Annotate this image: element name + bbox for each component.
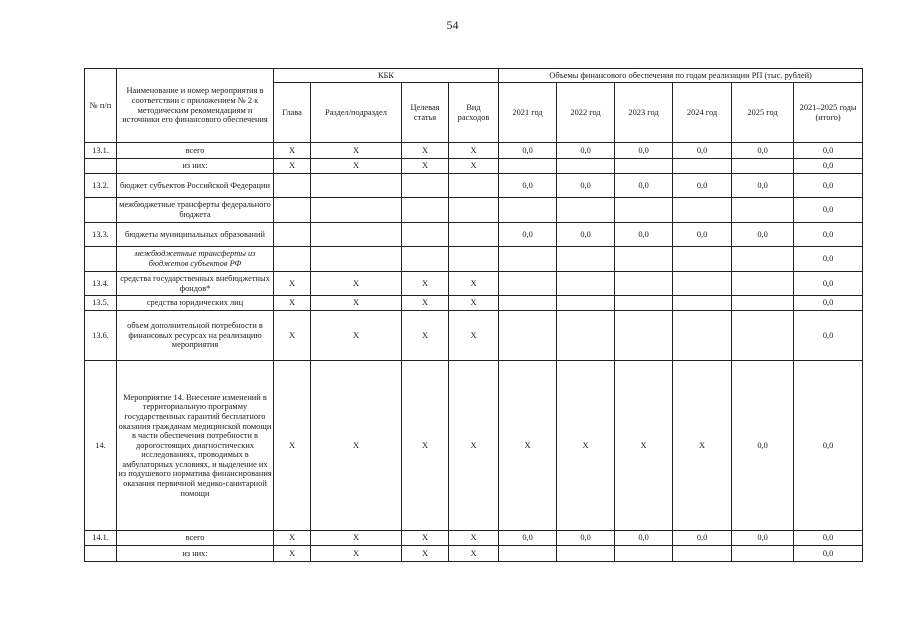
row-value-cell: 0,0 xyxy=(499,143,557,159)
row-value-cell: X xyxy=(449,296,499,311)
row-value-cell: 0,0 xyxy=(732,223,794,247)
row-value-cell: 0,0 xyxy=(794,296,863,311)
row-number xyxy=(85,159,117,174)
row-value-cell: X xyxy=(402,272,449,296)
row-value-cell xyxy=(402,247,449,272)
row-value-cell: 0,0 xyxy=(794,198,863,223)
table-row xyxy=(85,198,863,223)
row-value-cell xyxy=(615,247,673,272)
row-name: объем дополнительной потребности в финансовых ресурсах на реализацию мероприятия xyxy=(117,311,274,361)
row-value-cell xyxy=(449,174,499,198)
table-row xyxy=(85,311,863,361)
header-2025: 2025 год xyxy=(732,83,794,143)
page-number: 54 xyxy=(446,18,459,32)
row-value-cell: X xyxy=(402,143,449,159)
row-value-cell: X xyxy=(311,159,402,174)
row-value-cell: 0,0 xyxy=(794,531,863,546)
row-value-cell: 0,0 xyxy=(499,531,557,546)
row-value-cell xyxy=(311,198,402,223)
row-value-cell: 0,0 xyxy=(794,272,863,296)
row-value-cell: X xyxy=(557,361,615,531)
row-value-cell: 0,0 xyxy=(557,223,615,247)
table-row xyxy=(85,272,863,296)
row-value-cell: X xyxy=(449,311,499,361)
row-value-cell xyxy=(557,546,615,562)
row-value-cell: 0,0 xyxy=(732,531,794,546)
row-value-cell xyxy=(499,247,557,272)
row-value-cell xyxy=(615,546,673,562)
row-value-cell: X xyxy=(449,531,499,546)
row-value-cell xyxy=(557,272,615,296)
row-number: 13.4. xyxy=(85,272,117,296)
row-number: 14.1. xyxy=(85,531,117,546)
row-value-cell: 0,0 xyxy=(794,143,863,159)
row-value-cell: X xyxy=(274,272,311,296)
row-number xyxy=(85,247,117,272)
row-value-cell: 0,0 xyxy=(499,223,557,247)
row-value-cell: X xyxy=(615,361,673,531)
row-value-cell: 0,0 xyxy=(673,143,732,159)
row-number: 13.5. xyxy=(85,296,117,311)
row-value-cell: 0,0 xyxy=(673,223,732,247)
row-value-cell: X xyxy=(449,159,499,174)
header-total: 2021–2025 годы (итого) xyxy=(794,83,863,143)
header-num: № п/п xyxy=(85,69,117,143)
row-value-cell: X xyxy=(449,143,499,159)
header-razdel: Раздел/подраздел xyxy=(311,83,402,143)
row-value-cell: X xyxy=(402,531,449,546)
row-value-cell: X xyxy=(274,531,311,546)
row-value-cell: 0,0 xyxy=(794,223,863,247)
row-value-cell xyxy=(673,159,732,174)
row-value-cell: X xyxy=(311,272,402,296)
row-value-cell xyxy=(732,159,794,174)
row-value-cell: X xyxy=(274,159,311,174)
row-value-cell: 0,0 xyxy=(615,531,673,546)
table-row xyxy=(85,296,863,311)
row-value-cell xyxy=(615,311,673,361)
row-name: межбюджетные трансферты из бюджетов субъектов РФ xyxy=(117,247,274,272)
row-value-cell: X xyxy=(402,159,449,174)
row-value-cell: 0,0 xyxy=(673,531,732,546)
row-value-cell xyxy=(449,223,499,247)
header-kbk: КБК xyxy=(274,69,499,83)
row-value-cell xyxy=(673,296,732,311)
row-name: всего xyxy=(117,531,274,546)
row-value-cell xyxy=(499,546,557,562)
row-value-cell xyxy=(557,247,615,272)
row-value-cell xyxy=(499,296,557,311)
row-value-cell xyxy=(615,272,673,296)
header-2022: 2022 год xyxy=(557,83,615,143)
row-value-cell xyxy=(615,159,673,174)
row-value-cell xyxy=(311,247,402,272)
row-value-cell xyxy=(732,247,794,272)
row-value-cell: X xyxy=(311,143,402,159)
row-value-cell: X xyxy=(311,311,402,361)
row-value-cell: 0,0 xyxy=(794,159,863,174)
row-value-cell: 0,0 xyxy=(732,361,794,531)
row-value-cell: 0,0 xyxy=(615,174,673,198)
row-value-cell xyxy=(402,174,449,198)
row-value-cell: 0,0 xyxy=(732,143,794,159)
row-value-cell xyxy=(673,272,732,296)
row-value-cell xyxy=(732,546,794,562)
row-value-cell: X xyxy=(402,311,449,361)
row-value-cell xyxy=(557,296,615,311)
row-value-cell: X xyxy=(274,546,311,562)
row-value-cell xyxy=(402,198,449,223)
row-number: 13.3. xyxy=(85,223,117,247)
row-value-cell: 0,0 xyxy=(794,361,863,531)
table-row xyxy=(85,223,863,247)
row-value-cell xyxy=(499,272,557,296)
row-value-cell: 0,0 xyxy=(794,174,863,198)
row-value-cell: X xyxy=(449,361,499,531)
row-value-cell: 0,0 xyxy=(615,223,673,247)
row-value-cell: X xyxy=(449,546,499,562)
row-number xyxy=(85,198,117,223)
table-row xyxy=(85,361,863,531)
row-value-cell: X xyxy=(402,361,449,531)
row-value-cell: X xyxy=(673,361,732,531)
row-value-cell xyxy=(274,247,311,272)
row-value-cell: X xyxy=(449,272,499,296)
row-value-cell xyxy=(673,198,732,223)
row-value-cell: 0,0 xyxy=(499,174,557,198)
row-value-cell: X xyxy=(402,546,449,562)
row-value-cell xyxy=(615,198,673,223)
header-vid: Вид расходов xyxy=(449,83,499,143)
row-value-cell: 0,0 xyxy=(557,531,615,546)
row-number: 13.6. xyxy=(85,311,117,361)
row-value-cell: X xyxy=(499,361,557,531)
table-body xyxy=(85,143,863,562)
header-name: Наименование и номер мероприятия в соответствии с приложением № 2 к методическим рекомендациям и источники его финансового обеспечения xyxy=(117,69,274,143)
row-value-cell xyxy=(673,311,732,361)
row-value-cell xyxy=(311,223,402,247)
row-name: межбюджетные трансферты федерального бюджета xyxy=(117,198,274,223)
row-value-cell xyxy=(274,198,311,223)
row-value-cell xyxy=(732,272,794,296)
row-value-cell xyxy=(732,311,794,361)
header-glava: Глава xyxy=(274,83,311,143)
row-value-cell: 0,0 xyxy=(615,143,673,159)
row-name: из них: xyxy=(117,159,274,174)
row-value-cell: 0,0 xyxy=(794,311,863,361)
row-value-cell: 0,0 xyxy=(794,247,863,272)
row-value-cell: X xyxy=(311,296,402,311)
row-value-cell xyxy=(274,174,311,198)
row-name: средства государственных внебюджетных фондов* xyxy=(117,272,274,296)
header-row-top xyxy=(85,69,863,83)
row-value-cell: 0,0 xyxy=(673,174,732,198)
row-value-cell: 0,0 xyxy=(557,174,615,198)
row-value-cell: X xyxy=(274,361,311,531)
header-2021: 2021 год xyxy=(499,83,557,143)
row-value-cell: X xyxy=(402,296,449,311)
row-value-cell: 0,0 xyxy=(557,143,615,159)
header-2024: 2024 год xyxy=(673,83,732,143)
financing-table xyxy=(84,68,863,562)
row-value-cell xyxy=(274,223,311,247)
table-row xyxy=(85,174,863,198)
row-value-cell xyxy=(732,296,794,311)
row-value-cell xyxy=(449,198,499,223)
row-value-cell: X xyxy=(274,143,311,159)
row-value-cell xyxy=(673,546,732,562)
row-name: Мероприятие 14. Внесение изменений в территориальную программу государственных гарантий бесплатного оказания гражданам медицинской помощи в части обеспечения потребности в дорогостоящих диагностических исследованиях, проводимых в амбулаторных условиях, и выделение их из подушевого норматива финансирования оказания первичной медико-санитарной помощи xyxy=(117,361,274,531)
row-value-cell: 0,0 xyxy=(794,546,863,562)
row-value-cell xyxy=(557,198,615,223)
row-name: всего xyxy=(117,143,274,159)
row-value-cell xyxy=(499,159,557,174)
row-value-cell xyxy=(615,296,673,311)
row-value-cell xyxy=(673,247,732,272)
row-number: 14. xyxy=(85,361,117,531)
row-number: 13.2. xyxy=(85,174,117,198)
header-2023: 2023 год xyxy=(615,83,673,143)
table-row xyxy=(85,143,863,159)
table-row xyxy=(85,247,863,272)
row-value-cell: X xyxy=(274,311,311,361)
row-number: 13.1. xyxy=(85,143,117,159)
row-value-cell xyxy=(732,198,794,223)
row-name: из них: xyxy=(117,546,274,562)
row-name: бюджет субъектов Российской Федерации xyxy=(117,174,274,198)
table-row xyxy=(85,546,863,562)
row-value-cell xyxy=(311,174,402,198)
row-value-cell: X xyxy=(274,296,311,311)
table-row xyxy=(85,531,863,546)
row-number xyxy=(85,546,117,562)
row-name: средства юридических лиц xyxy=(117,296,274,311)
table-row xyxy=(85,159,863,174)
row-value-cell: X xyxy=(311,531,402,546)
row-value-cell xyxy=(449,247,499,272)
row-name: бюджеты муниципальных образований xyxy=(117,223,274,247)
row-value-cell: 0,0 xyxy=(732,174,794,198)
row-value-cell xyxy=(402,223,449,247)
row-value-cell xyxy=(499,311,557,361)
row-value-cell: X xyxy=(311,546,402,562)
header-funding: Объемы финансового обеспечения по годам реализации РП (тыс. рублей) xyxy=(499,69,863,83)
row-value-cell xyxy=(557,159,615,174)
row-value-cell xyxy=(557,311,615,361)
row-value-cell xyxy=(499,198,557,223)
row-value-cell: X xyxy=(311,361,402,531)
header-celevaya: Целевая статья xyxy=(402,83,449,143)
